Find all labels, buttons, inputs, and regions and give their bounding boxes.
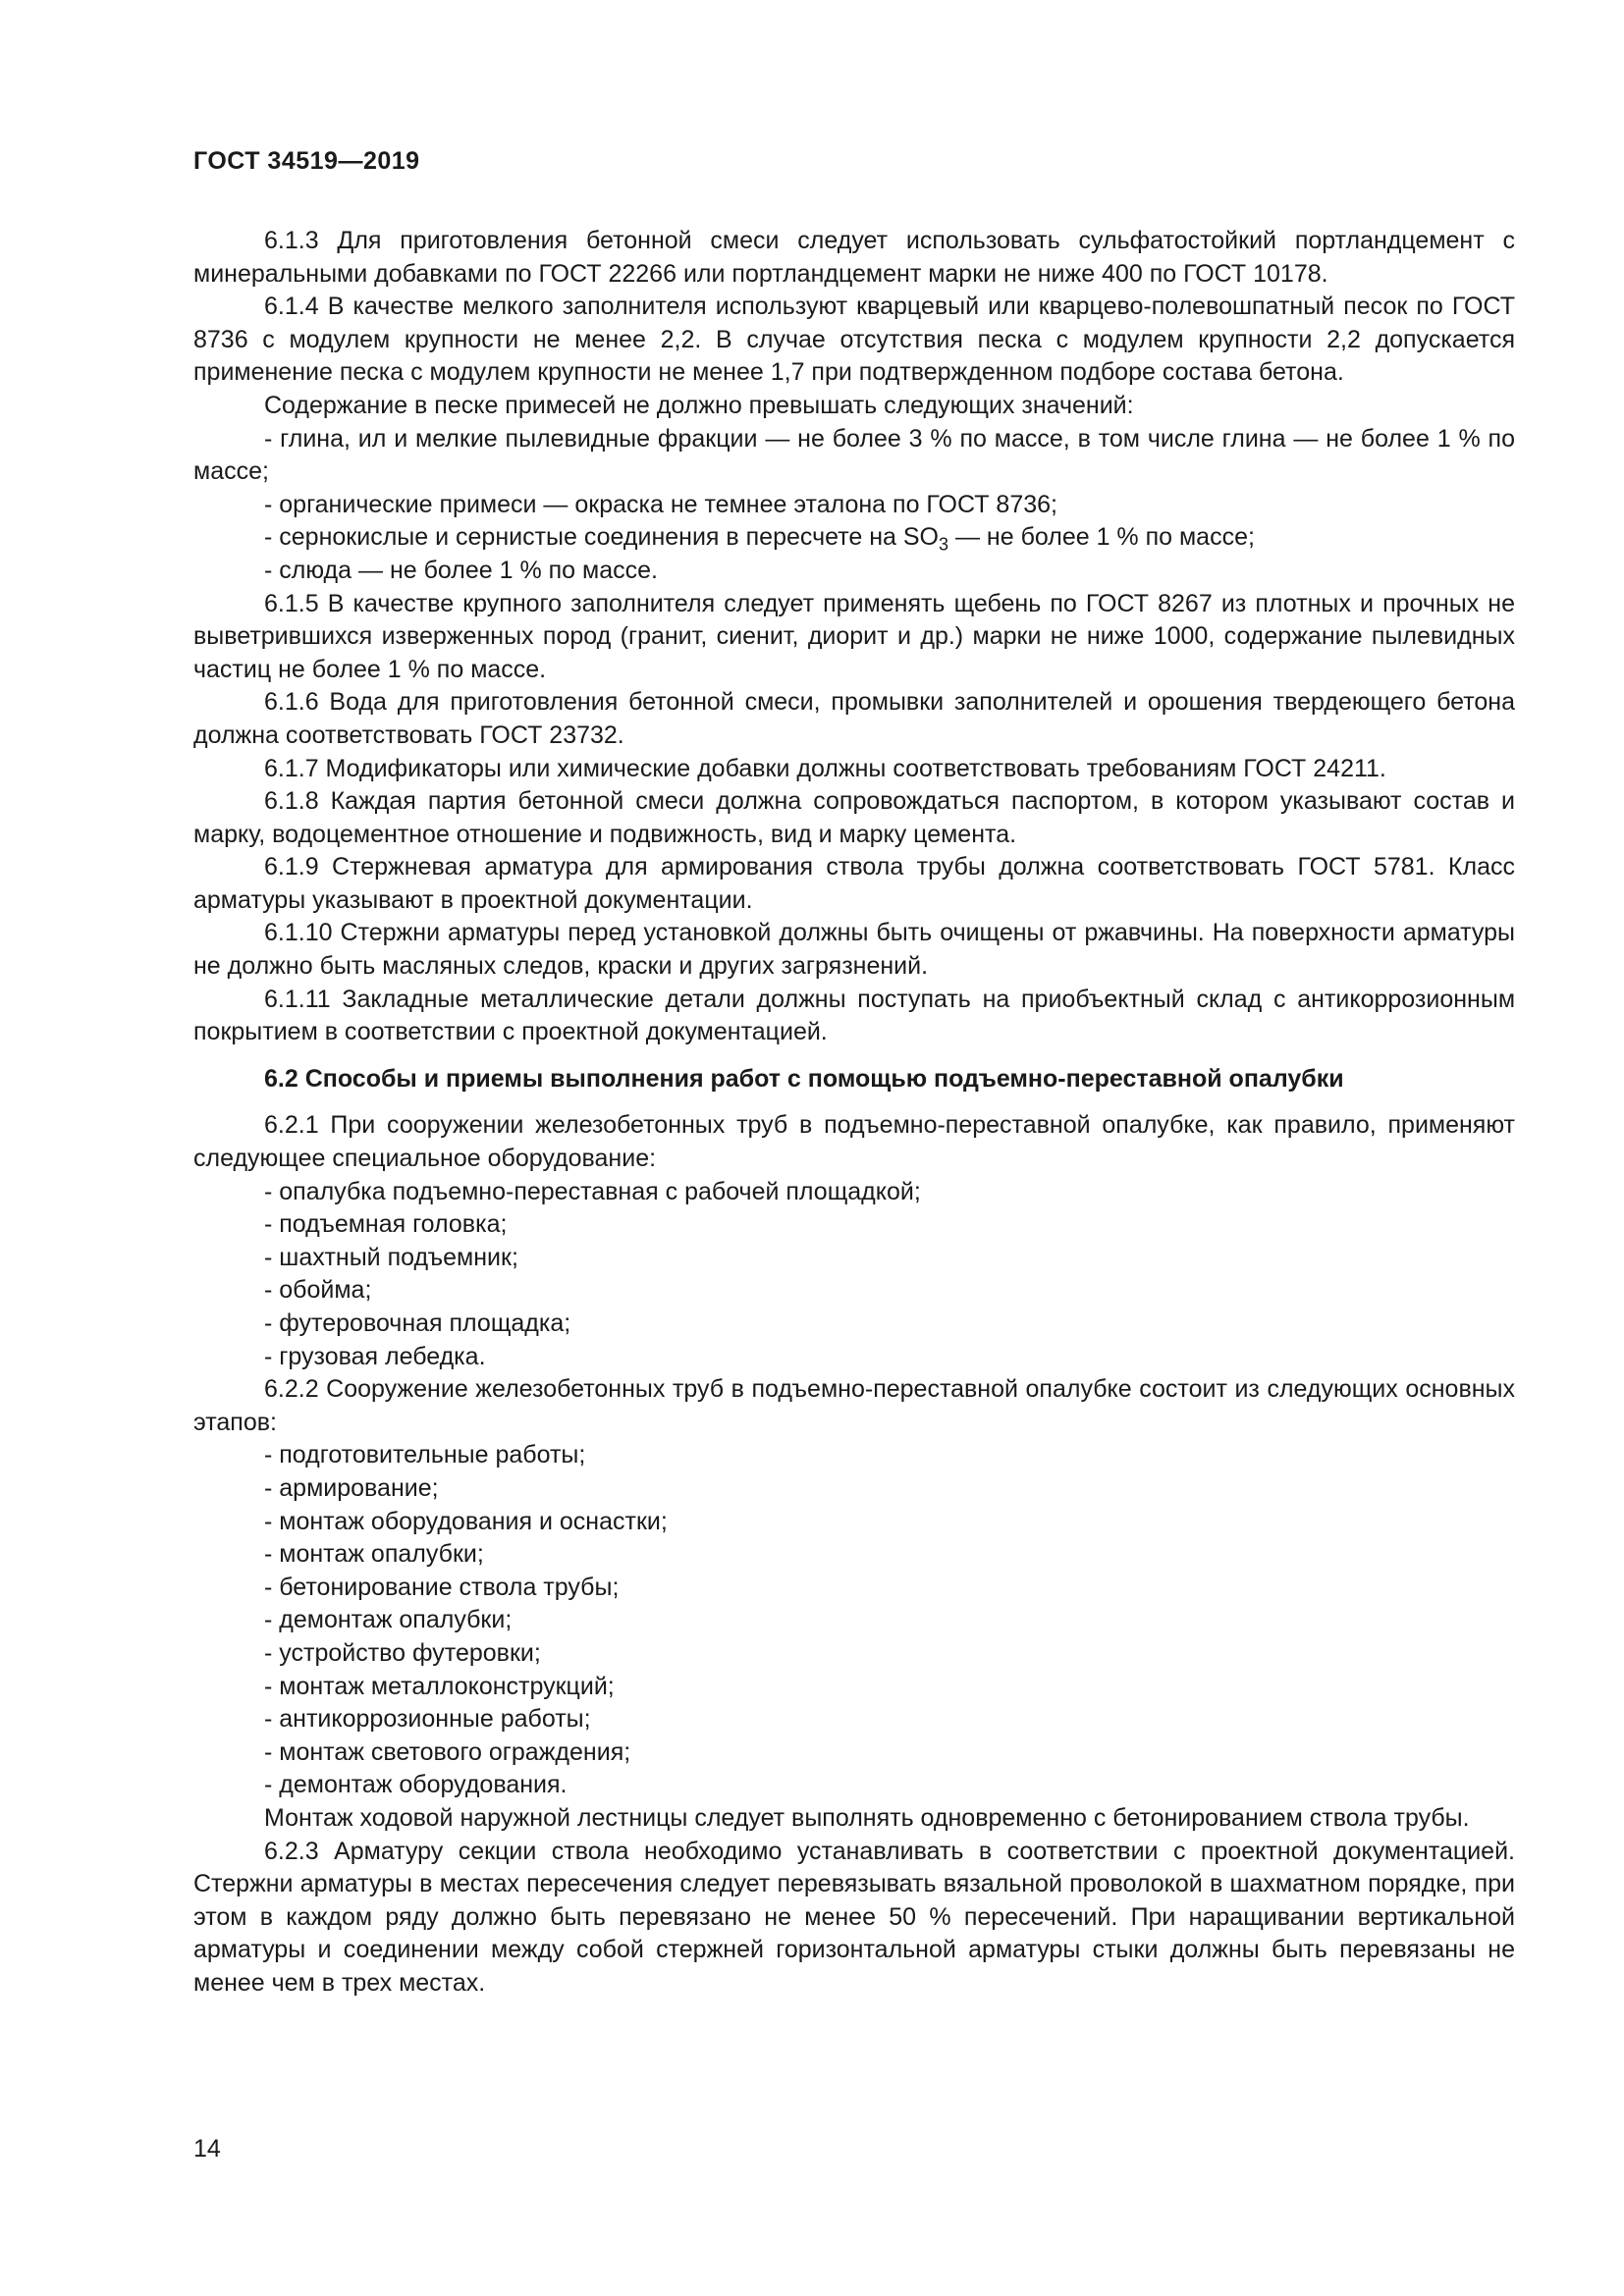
list-item-stage: - подготовительные работы; (264, 1441, 586, 1469)
list-item-stage: - демонтаж опалубки; (264, 1606, 513, 1634)
paragraph-6-1-8: 6.1.8 Каждая партия бетонной смеси должна сопровождаться паспортом, в котором указывают состав и марку, водоцементное отношение и подвижность, вид и марку цемента. (193, 787, 1515, 848)
list-item-equipment: - обойма; (264, 1276, 372, 1305)
paragraph-6-2-2: 6.2.2 Сооружение железобетонных труб в подъемно-переставной опалубке состоит из следующих основных этапов: (193, 1375, 1515, 1436)
list-item-stage: - демонтаж оборудования. (264, 1771, 568, 1799)
paragraph-6-2-3: 6.2.3 Арматуру секции ствола необходимо устанавливать в соответствии с проектной документацией. Стержни арматуры в местах пересечения следует перевязывать вязальной проволокой в шахматном порядке, при этом в каждом ряду должно быть перевязано не менее 50 % пересечений. При наращивании вертикальной арматуры и соединении между собой стержней горизонтальной арматуры стыки должны быть перевязаны не менее чем в трех местах. (193, 1837, 1515, 1997)
paragraph-6-1-5: 6.1.5 В качестве крупного заполнителя следует применять щебень по ГОСТ 8267 из плотных и прочных не выветрившихся изверженных пород (гранит, сиенит, диорит и др.) марки не ниже 1000, содержание пылевидных частиц не более 1 % по массе. (193, 589, 1515, 683)
paragraph-6-1-10: 6.1.10 Стержни арматуры перед установкой должны быть очищены от ржавчины. На поверхности арматуры не должно быть масляных следов, краски и других загрязнений. (193, 919, 1515, 981)
list-item-equipment: - шахтный подъемник; (264, 1243, 518, 1271)
list-item-sand-1: - глина, ил и мелкие пылевидные фракции — не более 3 % по массе, в том числе глина — не более 1 % по массе; (193, 424, 1515, 486)
list-item-equipment: - подъемная головка; (264, 1210, 508, 1239)
paragraph-6-1-4: 6.1.4 В качестве мелкого заполнителя используют кварцевый или кварцево-полевошпатный песок по ГОСТ 8736 с модулем крупности не менее 2,2. В случае отсутствия песка с модулем крупности 2,2 допускается применение песка с модулем крупности не менее 1,7 при подтвержденном подборе состава бетона. (193, 293, 1515, 387)
sand-3-text-b: — не более 1 % по массе; (948, 523, 1255, 552)
list-item-equipment: - грузовая лебедка. (264, 1342, 486, 1370)
list-item-stage: - монтаж металлоконструкций; (264, 1672, 615, 1700)
section-heading-6-2: 6.2 Способы и приемы выполнения работ с помощью подъемно-переставной опалубки (264, 1064, 1344, 1093)
list-item-sand-3 (193, 521, 1515, 555)
paragraph-6-1-7: 6.1.7 Модификаторы или химические добавки должны соответствовать требованиям ГОСТ 24211. (264, 754, 1386, 782)
paragraph-ladder: Монтаж ходовой наружной лестницы следует выполнять одновременно с бетонированием ствола трубы. (264, 1803, 1470, 1832)
paragraph-6-1-11: 6.1.11 Закладные металлические детали должны поступать на приобъектный склад с антикоррозионным покрытием в соответствии с проектной документацией. (193, 985, 1515, 1046)
list-item-equipment: - футеровочная площадка; (264, 1309, 571, 1337)
paragraph-sand-intro: Содержание в песке примесей не должно превышать следующих значений: (264, 391, 1134, 419)
paragraph-6-1-3: 6.1.3 Для приготовления бетонной смеси следует использовать сульфатостойкий портландцемент с минеральными добавками по ГОСТ 22266 или портландцемент марки не ниже 400 по ГОСТ 10178. (193, 227, 1515, 288)
list-item-stage: - монтаж оборудования и оснастки; (264, 1507, 668, 1535)
document-header: ГОСТ 34519—2019 (193, 147, 420, 175)
document-body (193, 225, 1515, 2000)
page-number: 14 (193, 2135, 221, 2163)
list-item-stage: - антикоррозионные работы; (264, 1705, 591, 1734)
sand-3-text-a: - сернокислые и сернистые соединения в пересчете на SO (264, 523, 939, 552)
paragraph-6-2-1: 6.2.1 При сооружении железобетонных труб в подъемно-переставной опалубке, как правило, применяют следующее специальное оборудование: (193, 1111, 1515, 1173)
list-item-stage: - армирование; (264, 1473, 439, 1502)
sand-3-subscript: 3 (939, 534, 949, 555)
paragraph-6-1-9: 6.1.9 Стержневая арматура для армирования ствола трубы должна соответствовать ГОСТ 5781. Класс арматуры указывают в проектной документации. (193, 853, 1515, 914)
list-item-stage: - бетонирование ствола трубы; (264, 1573, 620, 1601)
list-item-sand-2: - органические примеси — окраска не темнее эталона по ГОСТ 8736; (264, 490, 1057, 518)
list-item-stage: - монтаж опалубки; (264, 1540, 484, 1569)
list-item-stage: - устройство футеровки; (264, 1638, 541, 1667)
list-item-sand-4: - слюда — не более 1 % по массе. (264, 556, 658, 584)
paragraph-6-1-6: 6.1.6 Вода для приготовления бетонной смеси, промывки заполнителей и орошения твердеющего бетона должна соответствовать ГОСТ 23732. (193, 688, 1515, 749)
list-item-equipment: - опалубка подъемно-переставная с рабочей площадкой; (264, 1177, 921, 1205)
list-item-stage: - монтаж светового ограждения; (264, 1737, 631, 1766)
